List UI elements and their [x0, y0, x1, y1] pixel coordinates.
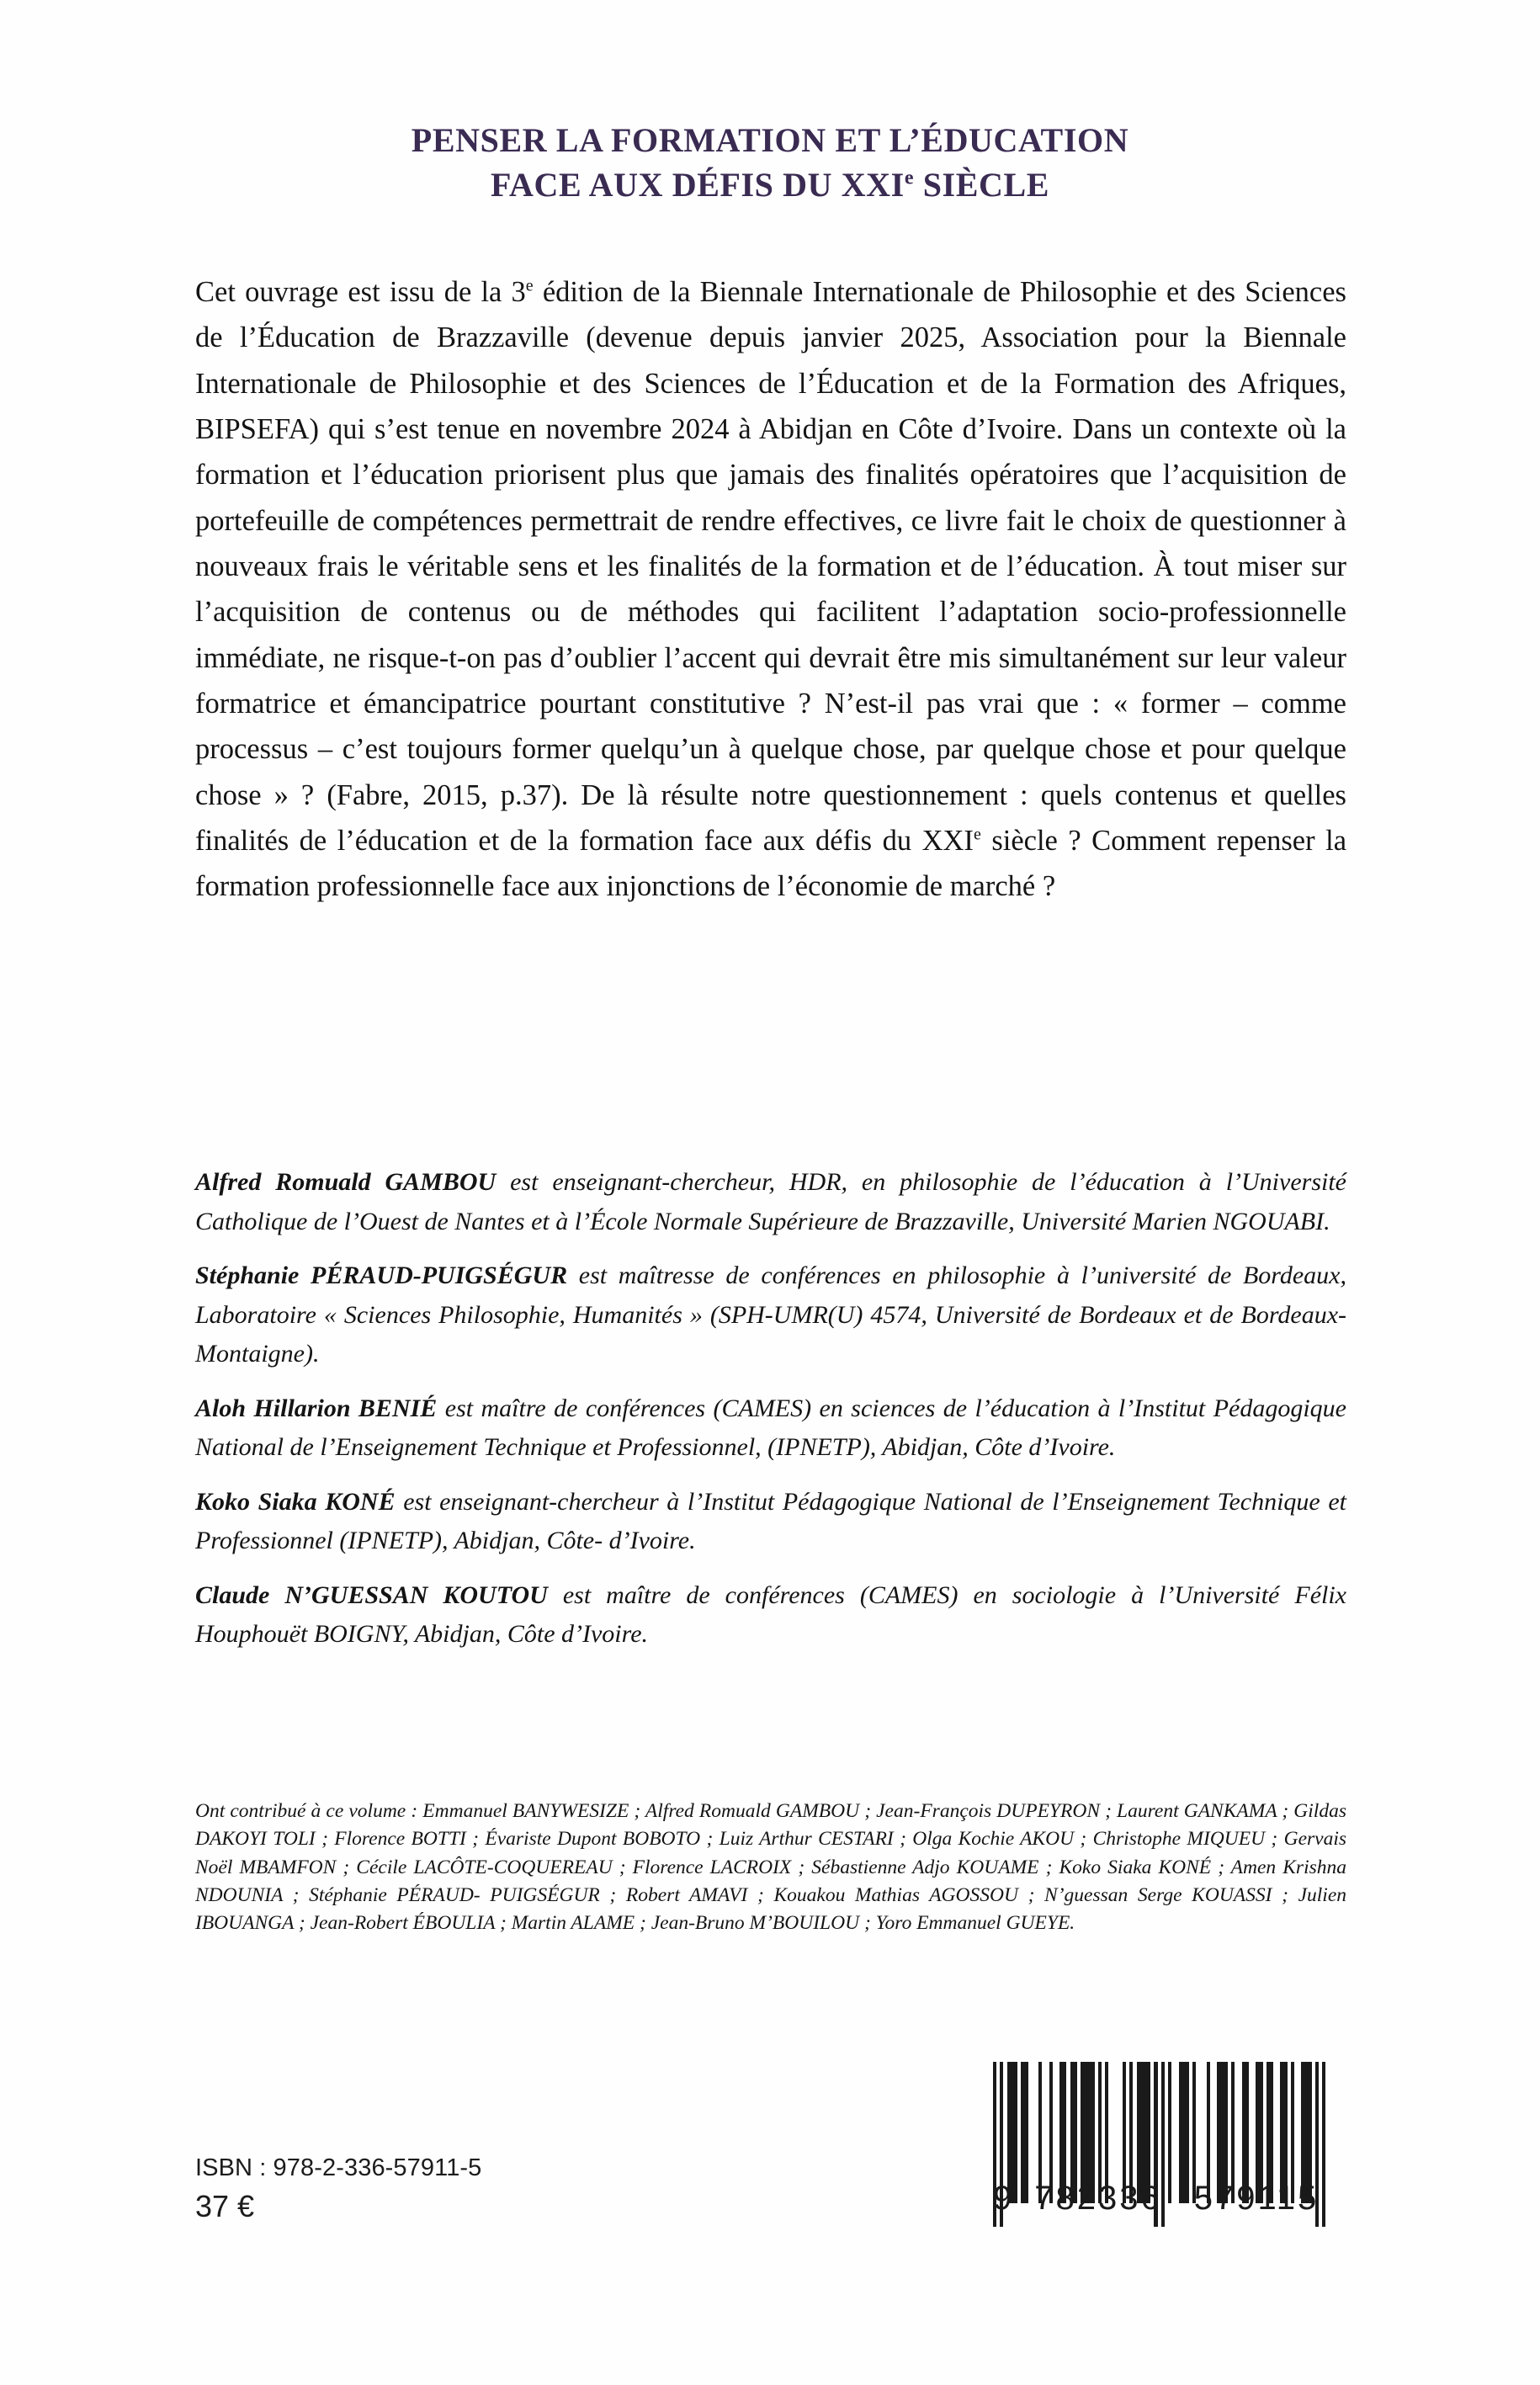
blurb-part-2: édition de la Biennale Internationale de Philosophie et des Sciences de l’Éducation de Brazzaville (devenue depuis janvier 2025, Association pour la Biennale Internationale de Philosophie et des Sciences de l’Éducation et de la Formation des Afriques, BIPSEFA) qui s’est tenue en novembre 2024 à Abidjan en Côte d’Ivoire. Dans un contexte où la formation et l’éducation priorisent plus que jamais des finalités opératoires que l’acquisition de portefeuille de compétences permettrait de rendre effectives, ce livre fait le choix de questionner à nouveaux frais le véritable sens et les finalités de la formation et de l’éducation. À tout miser sur l’acquisition de contenus ou de méthodes qui facilitent l’adaptation socio-professionnelle immédiate, ne risque-t-on pas d’oublier l’accent qui devrait être mis simultanément sur leur valeur formatrice et émancipatrice pourtant constitutive ? N’est-il pas vrai que : « former – comme processus – c’est toujours former quelqu’un à quelque chose, par quelque chose et pour quelque chose » ? (Fabre, 2015, p.37). De là résulte notre questionnement : quels contenus et quelles finalités de l’éducation et de la formation face aux défis du XXI	[195, 276, 1346, 857]
isbn-text: ISBN : 978-2-336-57911-5	[195, 2154, 482, 2181]
title-line-2-tail: SIÈCLE	[914, 166, 1050, 205]
author-bio	[195, 1389, 1346, 1468]
title-century-superscript: e	[904, 167, 915, 189]
author-bio	[195, 1163, 1346, 1241]
cover-title	[194, 118, 1346, 207]
author-name: Claude N’GUESSAN KOUTOU	[195, 1580, 548, 1609]
blurb-part-1: Cet ouvrage est issu de la 3	[195, 276, 526, 308]
author-name: Alfred Romuald GAMBOU	[195, 1168, 497, 1196]
barcode-block	[993, 2062, 1326, 2218]
blurb-century-superscript: e	[973, 825, 981, 844]
author-bio-text: est maître de conférences (CAMES) en sociologie à l’Université Félix Houphouët BOIGNY, Abidjan, Côte d’Ivoire.	[195, 1580, 1346, 1648]
author-name: Koko Siaka KONÉ	[195, 1487, 396, 1516]
barcode-digits	[993, 2180, 1326, 2218]
blurb-part-3: siècle ? Comment repenser la formation professionnelle face aux injonctions de l’économie de marché ?	[195, 824, 1347, 903]
author-bio-text: est maître de conférences (CAMES) en sciences de l’éducation à l’Institut Pédagogique National de l’Enseignement Technique et Professionnel, (IPNETP), Abidjan, Côte d’Ivoire.	[195, 1394, 1346, 1461]
isbn-price-block	[195, 2153, 481, 2225]
author-name: Aloh Hillarion BENIÉ	[195, 1394, 438, 1422]
barcode-digits-left: 782336	[1034, 2180, 1162, 2217]
price-text: 37 €	[195, 2189, 255, 2224]
barcode-digits-right: 579115	[1193, 2180, 1320, 2217]
contributors-paragraph	[195, 1798, 1346, 1938]
blurb-edition-superscript: e	[525, 276, 534, 295]
title-line-1: PENSER LA FORMATION ET L’ÉDUCATION	[411, 121, 1129, 159]
title-line-2	[194, 162, 1346, 207]
author-bio-text: est maîtresse de conférences en philosophie à l’université de Bordeaux, Laboratoire « Sciences Philosophie, Humanités » (SPH-UMR(U) 4574, Université de Bordeaux et de Bordeaux-Montaigne).	[195, 1262, 1346, 1368]
author-name: Stéphanie PÉRAUD-PUIGSÉGUR	[195, 1262, 568, 1289]
author-bio-text: est enseignant-chercheur, HDR, en philosophie de l’éducation à l’Université Catholique de l’Ouest de Nantes et à l’École Normale Supérieure de Brazzaville, Université Marien NGOUABI.	[195, 1168, 1346, 1235]
author-bios	[195, 1163, 1346, 1670]
author-bio	[195, 1483, 1346, 1561]
contributors-lead-in: Ont contribué à ce volume :	[195, 1800, 423, 1822]
author-bio	[195, 1256, 1346, 1374]
author-bio-text: est enseignant-chercheur à l’Institut Pédagogique National de l’Enseignement Technique et Professionnel (IPNETP), Abidjan, Côte- d’Ivoire.	[195, 1487, 1346, 1554]
blurb-paragraph	[195, 269, 1346, 910]
title-line-2-main: FACE AUX DÉFIS DU XXI	[490, 166, 905, 205]
author-bio	[195, 1576, 1346, 1655]
contributors-list: Emmanuel BANYWESIZE ; Alfred Romuald GAMBOU ; Jean-François DUPEYRON ; Laurent GANKAMA ; Gildas DAKOYI TOLI ; Florence BOTTI ; Évariste Dupont BOBOTO ; Luiz Arthur CESTARI ; Olga Kochie AKOU ; Christophe MIQUEU ; Gervais Noël MBAMFON ; Cécile LACÔTE-COQUEREAU ; Florence LACROIX ; Sébastienne Adjo KOUAME ; Koko Siaka KONÉ ; Amen Krishna NDOUNIA ; Stéphanie PÉRAUD- PUIGSÉGUR ; Robert AMAVI ; Kouakou Mathias AGOSSOU ; N’guessan Serge KOUASSI ; Julien IBOUANGA ; Jean-Robert ÉBOULIA ; Martin ALAME ; Jean-Bruno M’BOUILOU ; Yoro Emmanuel GUEYE.	[195, 1800, 1346, 1935]
barcode-digit-first: 9	[993, 2180, 1015, 2217]
